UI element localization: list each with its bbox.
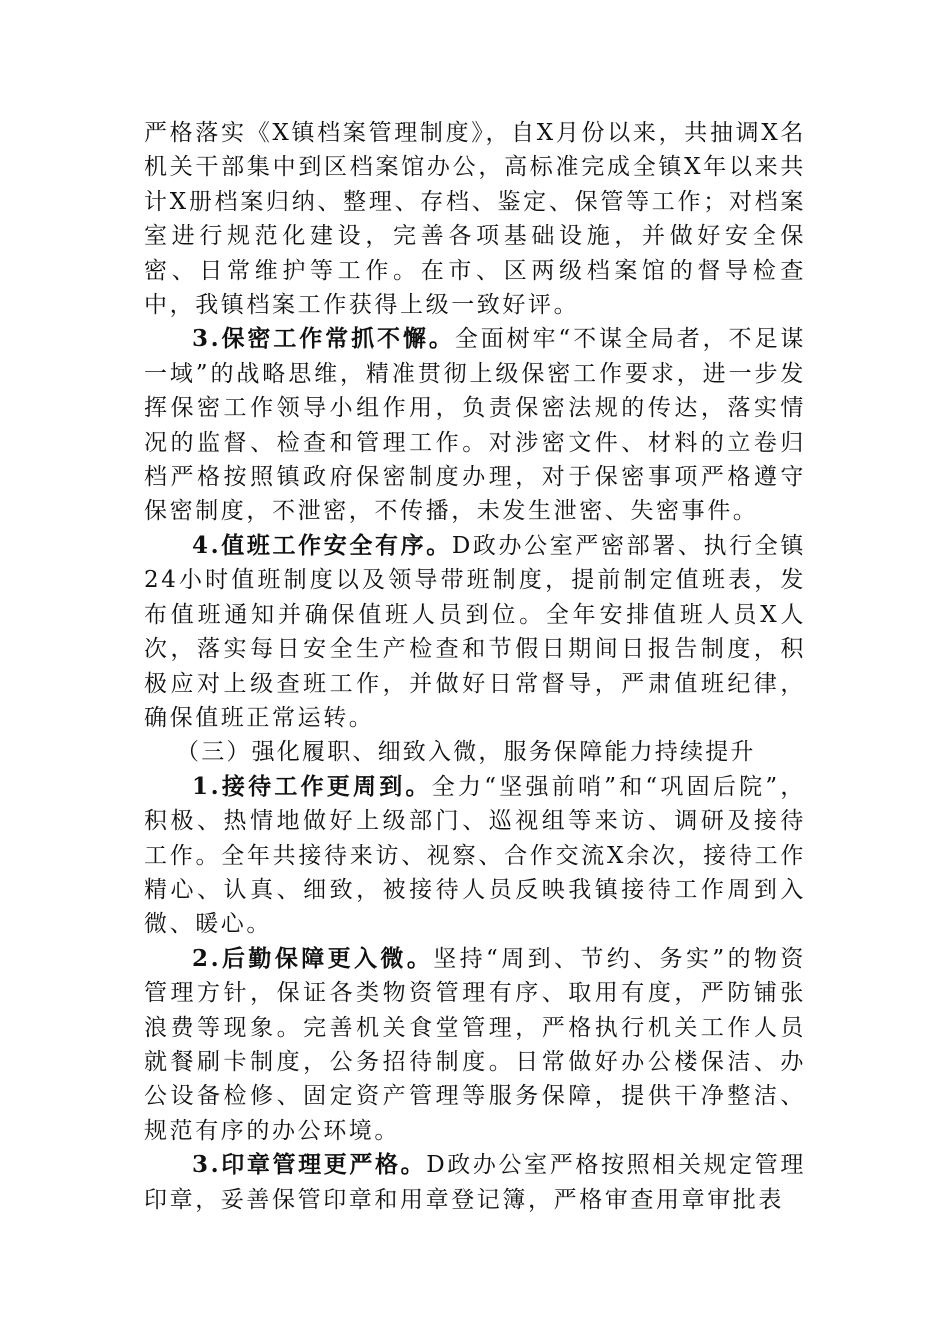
- paragraph-confidentiality: [144, 322, 806, 528]
- paragraph-text: D政办公室严格按照相关规定管理印章，妥善保管印章和用章登记簿，严格审查用章审批表: [144, 1152, 806, 1213]
- paragraph-text: 全面树牢“不谋全局者，不足谋一域”的战略思维，精准贯彻上级保密工作要求，进一步发挥保密工作领导小组作用，负责保密法规的传达，落实情况的监督、检查和管理工作。对涉密文件、材料的立卷归档严格按照镇政府保密制度办理，对于保密事项严格遵守保密制度，不泄密，不传播，未发生泄密、失密事件。: [144, 326, 806, 525]
- paragraph-duty-shift: [144, 529, 806, 735]
- paragraph-heading: 1.接待工作更周到。: [192, 772, 432, 800]
- paragraph-reception: [144, 770, 806, 942]
- paragraph-heading: 3.保密工作常抓不懈。: [192, 325, 455, 353]
- paragraph-text: 全力“坚强前哨”和“巩固后院”，积极、热情地做好上级部门、巡视组等来访、调研及接待工作。全年共接待来访、视察、合作交流X余次，接待工作精心、认真、细致，被接待人员反映我镇接待工作周到入微、暖心。: [144, 773, 806, 938]
- paragraph-text: 严格落实《X镇档案管理制度》，自X月份以来，共抽调X名机关干部集中到区档案馆办公，高标准完成全镇X年以来共计X册档案归纳、整理、存档、鉴定、保管等工作；对档案室进行规范化建设，完善各项基础设施，并做好安全保密、日常维护等工作。在市、区两级档案馆的督导检查中，我镇档案工作获得上级一致好评。: [144, 120, 806, 319]
- paragraph-heading: 2.后勤保障更入微。: [192, 944, 434, 972]
- paragraph-archives-continued: [144, 116, 806, 322]
- paragraph-heading: 3.印章管理更严格。: [192, 1151, 427, 1179]
- paragraph-logistics: [144, 942, 806, 1148]
- document-body: [144, 116, 806, 1217]
- paragraph-seal-management: [144, 1148, 806, 1217]
- paragraph-heading: 4.值班工作安全有序。: [192, 531, 452, 559]
- paragraph-text: D政办公室严密部署、执行全镇24小时值班制度以及领导带班制度，提前制定值班表，发布值班通知并确保值班人员到位。全年安排值班人员X人次，落实每日安全生产检查和节假日期间日报告制度，积极应对上级查班工作，并做好日常督导，严肃值班纪律，确保值班正常运转。: [144, 532, 806, 731]
- section-heading-three: （三）强化履职、细致入微，服务保障能力持续提升: [176, 739, 756, 766]
- paragraph-text: 坚持“周到、节约、务实”的物资管理方针，保证各类物资管理有序、取用有度，严防铺张浪费等现象。完善机关食堂管理，严格执行机关工作人员就餐刷卡制度，公务招待制度。日常做好办公楼保洁、办公设备检修、固定资产管理等服务保障，提供干净整洁、规范有序的办公环境。: [144, 945, 806, 1144]
